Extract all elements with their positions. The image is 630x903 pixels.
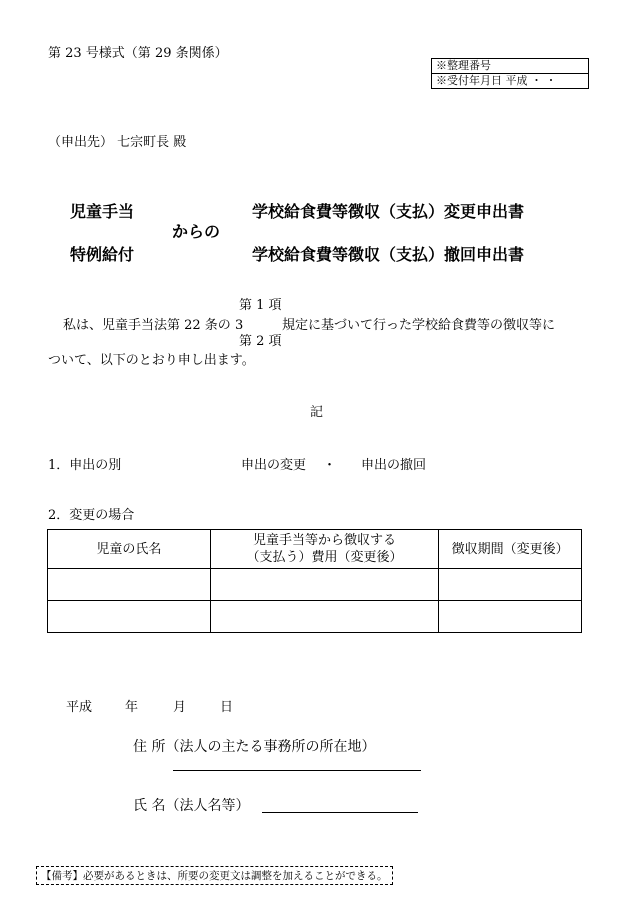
title-child-allowance: 児童手当 xyxy=(70,202,135,221)
period-cell[interactable] xyxy=(439,601,582,633)
column-header-cost xyxy=(210,530,439,569)
date-day[interactable]: 日 xyxy=(220,700,234,715)
title-special-benefit: 特例給付 xyxy=(70,245,135,264)
column-header-child-name: 児童の氏名 xyxy=(48,530,211,569)
remarks-note: 【備考】必要があるときは、所要の変更文は調整を加えることができる。 xyxy=(36,866,393,885)
column-header-period: 徴収期間（変更後） xyxy=(439,530,582,569)
table-row xyxy=(48,569,582,601)
child-name-cell[interactable] xyxy=(48,601,211,633)
child-name-cell[interactable] xyxy=(48,569,211,601)
request-type-label: 1．申出の別 xyxy=(48,458,122,473)
table-header-row xyxy=(48,530,582,569)
change-table xyxy=(47,529,582,633)
date-era: 平成 xyxy=(66,700,93,715)
date-year[interactable]: 年 xyxy=(125,700,139,715)
reception-date-label: ※受付年月日 平成 ・ ・ xyxy=(432,73,588,88)
table-row xyxy=(48,601,582,633)
period-cell[interactable] xyxy=(439,569,582,601)
change-case-label: 2．変更の場合 xyxy=(48,508,135,523)
title-withdraw-request: 学校給食費等徴収（支払）撤回申出書 xyxy=(252,245,525,264)
column-header-cost-line1: 児童手当等から徴収する xyxy=(252,533,396,548)
title-connector: からの xyxy=(172,222,221,241)
address-field-line[interactable] xyxy=(173,770,421,771)
request-change-option[interactable]: 申出の変更 xyxy=(241,458,307,473)
date-month[interactable]: 月 xyxy=(173,700,187,715)
form-number: 第 23 号様式（第 29 条関係） xyxy=(48,46,228,61)
cost-cell[interactable] xyxy=(210,569,439,601)
body-text-suffix: 規定に基づいて行った学校給食費等の徴収等に xyxy=(282,318,556,333)
title-change-request: 学校給食費等徴収（支払）変更申出書 xyxy=(252,202,525,221)
address-label: 住 所（法人の主たる事務所の所在地） xyxy=(133,739,376,755)
paragraph-option-2[interactable]: 第 2 項 xyxy=(239,334,282,349)
name-field-line[interactable] xyxy=(262,812,418,813)
body-text-line2: ついて、以下のとおり申し出ます。 xyxy=(48,353,255,368)
cost-cell[interactable] xyxy=(210,601,439,633)
option-separator: ・ xyxy=(323,458,337,473)
record-heading: 記 xyxy=(310,405,324,420)
column-header-cost-line2: （支払う）費用（変更後） xyxy=(246,550,403,565)
reference-box xyxy=(431,58,589,89)
reference-number-label: ※整理番号 xyxy=(436,59,491,72)
paragraph-option-1[interactable]: 第 1 項 xyxy=(239,298,282,313)
body-text-prefix: 私は、児童手当法第 22 条の 3 xyxy=(63,318,244,333)
request-withdraw-option[interactable]: 申出の撤回 xyxy=(361,458,427,473)
name-label: 氏 名（法人名等） xyxy=(133,798,250,814)
addressee: （申出先） 七宗町長 殿 xyxy=(48,135,187,150)
